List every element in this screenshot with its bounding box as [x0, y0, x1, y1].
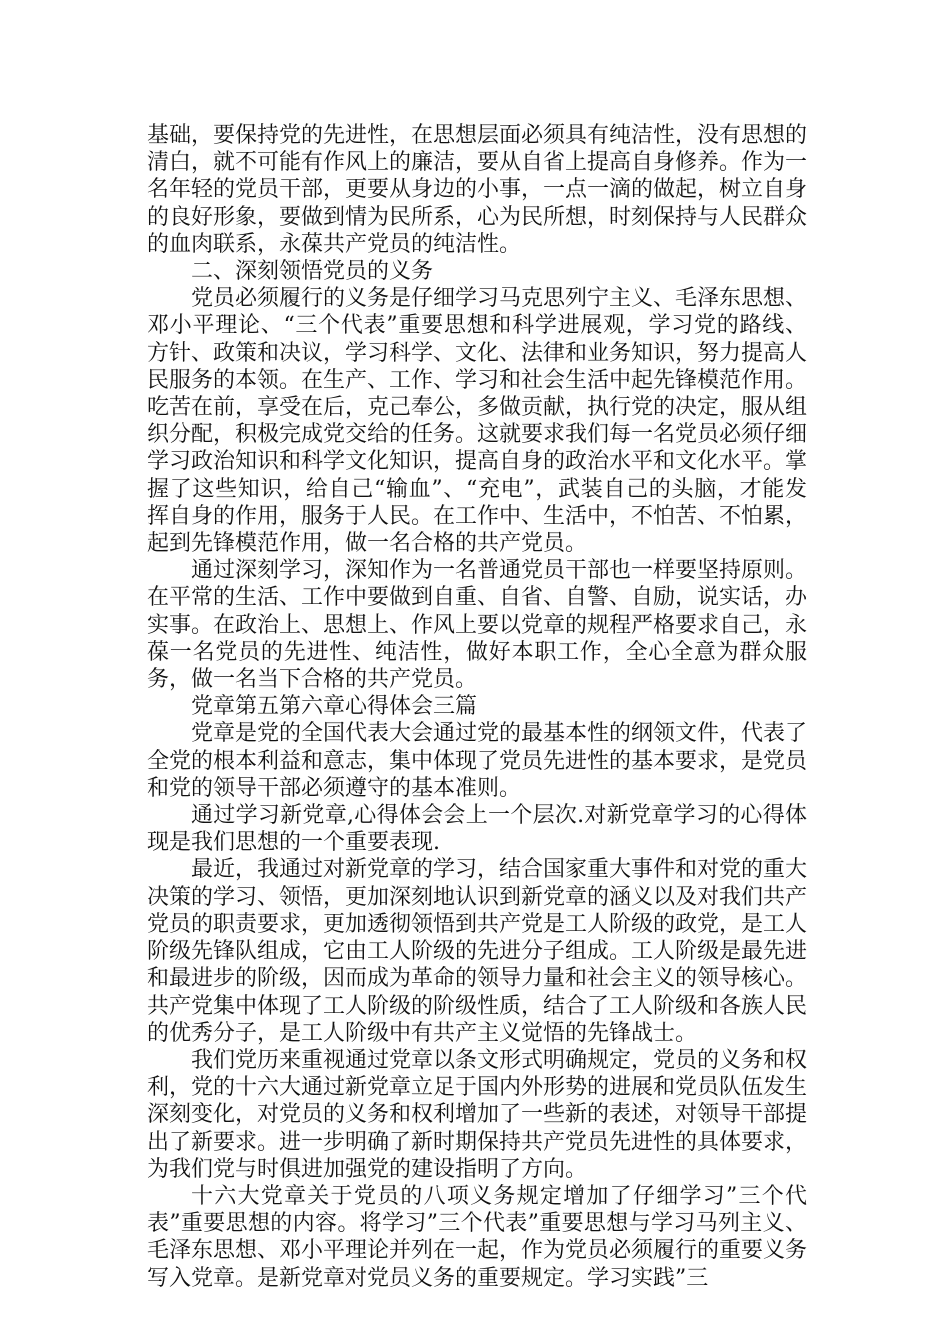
document-body: [147, 122, 807, 1292]
paragraph-study-notes: 通过学习新党章,心得体会会上一个层次.对新党章学习的心得体现是我们思想的一个重要表现.: [147, 803, 807, 856]
paragraph-eight-duties: 十六大党章关于党员的八项义务规定增加了仔细学习”三个代表”重要思想的内容。将学习”三个代表”重要思想与学习马列主义、毛泽东思想、邓小平理论并列在一起，作为党员必须履行的重要义务写入党章。是新党章对党员义务的重要规定。学习实践”三: [147, 1183, 808, 1291]
paragraph-recent-study: 最近，我通过对新党章的学习，结合国家重大事件和对党的重大决策的学习、领悟，更加深刻地认识到新党章的涵义以及对我们共产党员的职责要求，更加透彻领悟到共产党是工人阶级的政党，是工人阶级先锋队组成，它由工人阶级的先进分子组成。工人阶级是最先进和最进步的阶级，因而成为革命的领导力量和社会主义的领导核心。共产党集中体现了工人阶级的阶级性质，结合了工人阶级和各族人民的优秀分子，是工人阶级中有共产主义觉悟的先锋战士。: [147, 857, 808, 1046]
section-heading-duties: 二、深刻领悟党员的义务: [191, 259, 434, 285]
paragraph-duties: 党员必须履行的义务是仔细学习马克思列宁主义、毛泽东思想、邓小平理论、“三个代表”重要思想和科学进展观，学习党的路线、方针、政策和决议，学习科学、文化、法律和业务知识，努力提高人民服务的本领。在生产、工作、学习和社会生活中起先锋模范作用。吃苦在前，享受在后，克己奉公，多做贡献，执行党的决定，服从组织分配，积极完成党交给的任务。这就要求我们每一名党员必须仔细学习政治知识和科学文化知识，提高自身的政治水平和文化水平。掌握了这些知识，给自己“输血”、“充电”，武装自己的头脑，才能发挥自身的作用，服务于人民。在工作中、生活中，不怕苦、不怕累，起到先锋模范作用，做一名合格的共产党员。: [147, 286, 808, 557]
paragraph-continuation: 基础，要保持党的先进性，在思想层面必须具有纯洁性，没有思想的清白，就不可能有作风上的廉洁，要从自省上提高自身修养。作为一名年轻的党员干部，更要从身边的小事，一点一滴的做起，树立自身的良好形象，要做到情为民所系，心为民所想，时刻保持与人民群众的血肉联系，永葆共产党员的纯洁性。: [147, 123, 808, 257]
paragraph-charter-definition: 党章是党的全国代表大会通过党的最基本性的纲领文件，代表了全党的根本利益和意志，集中体现了党员先进性的基本要求，是党员和党的领导干部必须遵守的基本准则。: [147, 721, 808, 801]
paragraph-rights-duties: 我们党历来重视通过党章以条文形式明确规定，党员的义务和权利，党的十六大通过新党章立足于国内外形势的进展和党员队伍发生深刻变化，对党员的义务和权利增加了一些新的表述，对领导干部提出了新要求。进一步明确了新时期保持共产党员先进性的具体要求，为我们党与时俱进加强党的建设指明了方向。: [147, 1047, 808, 1182]
article-title: 党章第五第六章心得体会三篇: [191, 694, 478, 720]
paragraph-study-reflection: 通过深刻学习，深知作为一名普通党员干部也一样要坚持原则。在平常的生活、工作中要做到自重、自省、自警、自励，说实话，办实事。在政治上、思想上、作风上要以党章的规程严格要求自己，永葆一名党员的先进性、纯洁性，做好本职工作，全心全意为群众服务，做一名当下合格的共产党员。: [147, 558, 808, 693]
